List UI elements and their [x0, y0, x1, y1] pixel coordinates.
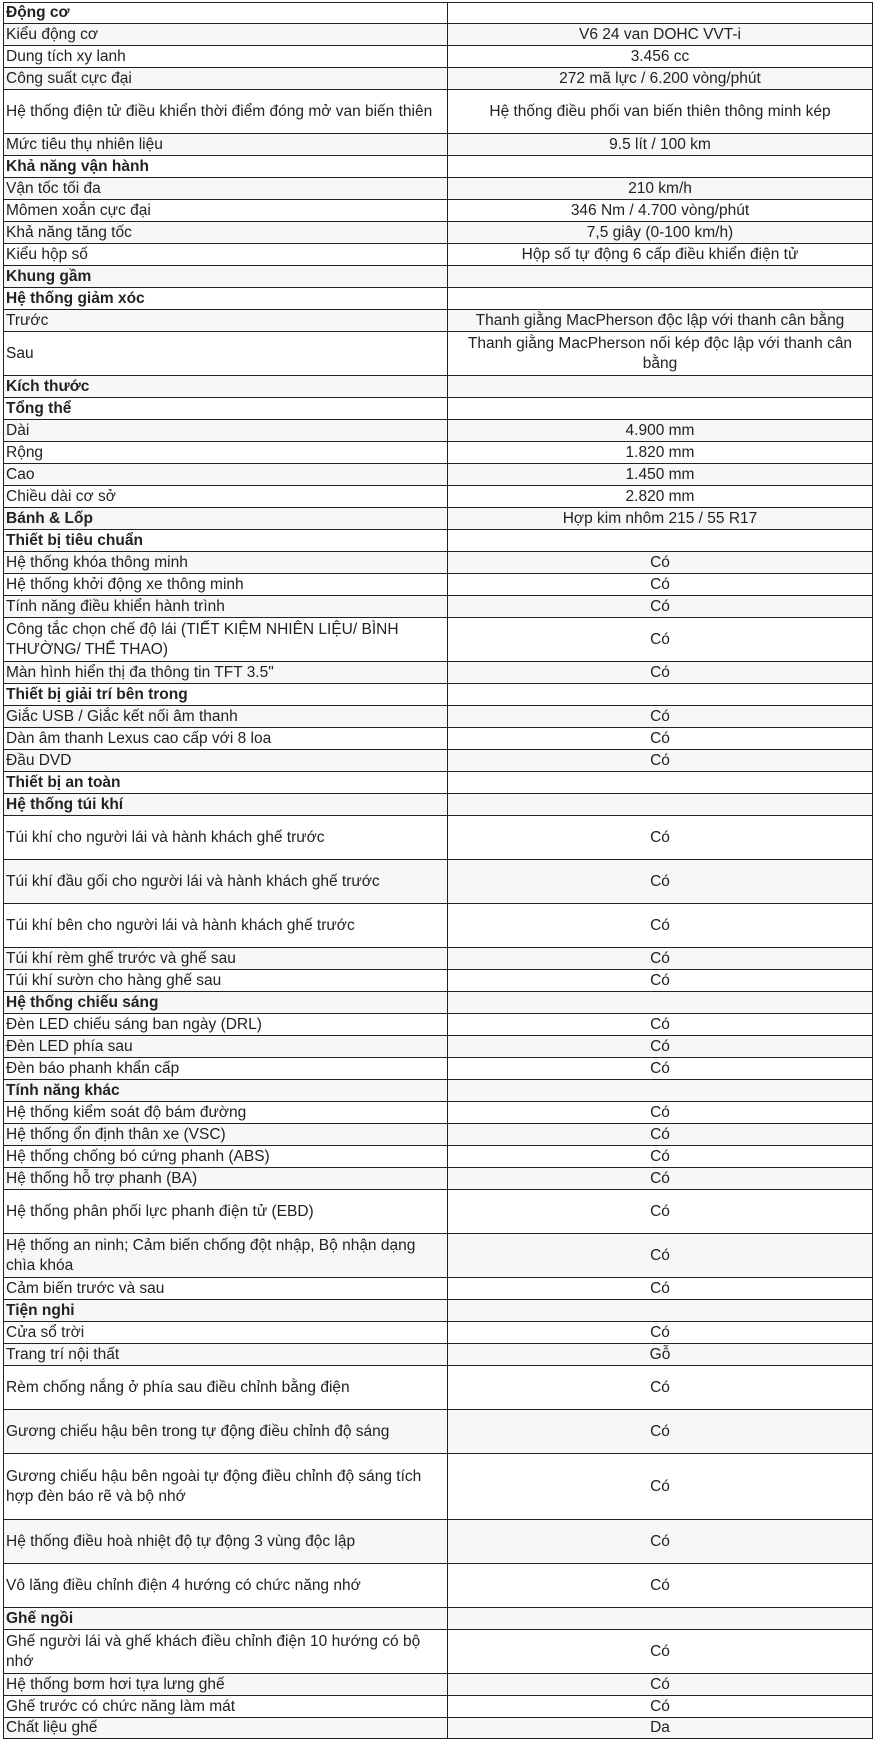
spec-row — [4, 1344, 873, 1366]
spec-label: Mức tiêu thụ nhiên liệu — [4, 134, 448, 156]
spec-row — [4, 1102, 873, 1124]
spec-label: Hệ thống khóa thông minh — [4, 552, 448, 574]
section-row — [4, 156, 873, 178]
spec-label: Hệ thống điều hoà nhiệt độ tự động 3 vùng độc lập — [4, 1520, 448, 1564]
spec-label: Túi khí rèm ghế trước và ghế sau — [4, 948, 448, 970]
spec-label: Túi khí cho người lái và hành khách ghế trước — [4, 816, 448, 860]
spec-label: Dài — [4, 420, 448, 442]
spec-label: Hệ thống hỗ trợ phanh (BA) — [4, 1168, 448, 1190]
spec-label: Hệ thống kiểm soát độ bám đường — [4, 1102, 448, 1124]
subsection-label: Tổng thể — [4, 398, 448, 420]
spec-label: Kiểu hộp số — [4, 244, 448, 266]
spec-row — [4, 1058, 873, 1080]
spec-value: Có — [448, 1630, 873, 1674]
subsection-label: Hệ thống chiếu sáng — [4, 992, 448, 1014]
spec-value: Có — [448, 1410, 873, 1454]
spec-label: Công tắc chọn chế độ lái (TIẾT KIỆM NHIÊN LIỆU/ BÌNH THƯỜNG/ THỂ THAO) — [4, 618, 448, 662]
spec-label: Công suất cực đại — [4, 68, 448, 90]
spec-label: Túi khí sườn cho hàng ghế sau — [4, 970, 448, 992]
spec-value: Hệ thống điều phối van biến thiên thông minh kép — [448, 90, 873, 134]
spec-value: Có — [448, 970, 873, 992]
spec-value: Có — [448, 904, 873, 948]
spec-label: Kiểu động cơ — [4, 24, 448, 46]
spec-row — [4, 200, 873, 222]
spec-row — [4, 46, 873, 68]
spec-value: Có — [448, 662, 873, 684]
spec-value — [448, 1300, 873, 1322]
spec-row — [4, 662, 873, 684]
spec-row — [4, 1146, 873, 1168]
spec-label: Khả năng tăng tốc — [4, 222, 448, 244]
spec-value: Có — [448, 816, 873, 860]
section-label: Thiết bị giải trí bên trong — [4, 684, 448, 706]
spec-value — [448, 266, 873, 288]
spec-row — [4, 244, 873, 266]
spec-value — [448, 772, 873, 794]
spec-value: Có — [448, 1058, 873, 1080]
spec-label: Rèm chống nắng ở phía sau điều chỉnh bằng điện — [4, 1366, 448, 1410]
spec-value — [448, 376, 873, 398]
spec-label: Hệ thống ổn định thân xe (VSC) — [4, 1124, 448, 1146]
spec-row — [4, 442, 873, 464]
subsection-row — [4, 794, 873, 816]
spec-label: Chất liệu ghế — [4, 1718, 448, 1739]
spec-label: Ghế người lái và ghế khách điều chỉnh điện 10 hướng có bộ nhớ — [4, 1630, 448, 1674]
spec-label: Giắc USB / Giắc kết nối âm thanh — [4, 706, 448, 728]
spec-value: 7,5 giây (0-100 km/h) — [448, 222, 873, 244]
spec-label: Đèn LED chiếu sáng ban ngày (DRL) — [4, 1014, 448, 1036]
spec-value: Có — [448, 1520, 873, 1564]
spec-row — [4, 1520, 873, 1564]
spec-row — [4, 1168, 873, 1190]
spec-value: Có — [448, 618, 873, 662]
spec-row — [4, 1190, 873, 1234]
spec-label: Túi khí đầu gối cho người lái và hành khách ghế trước — [4, 860, 448, 904]
spec-value: Có — [448, 706, 873, 728]
spec-value: Có — [448, 1124, 873, 1146]
spec-value: Có — [448, 1168, 873, 1190]
spec-value — [448, 398, 873, 420]
spec-value: 210 km/h — [448, 178, 873, 200]
spec-value: Có — [448, 1234, 873, 1278]
subsection-label: Hệ thống túi khí — [4, 794, 448, 816]
section-row — [4, 772, 873, 794]
spec-row — [4, 1674, 873, 1696]
spec-row — [4, 596, 873, 618]
spec-value: Có — [448, 1454, 873, 1520]
spec-row — [4, 1718, 873, 1739]
spec-label: Đầu DVD — [4, 750, 448, 772]
section-row — [4, 3, 873, 24]
spec-row — [4, 816, 873, 860]
section-row — [4, 508, 873, 530]
subsection-row — [4, 992, 873, 1014]
spec-row — [4, 1278, 873, 1300]
spec-label: Màn hình hiển thị đa thông tin TFT 3.5" — [4, 662, 448, 684]
subsection-label: Hệ thống giảm xóc — [4, 288, 448, 310]
spec-row — [4, 1454, 873, 1520]
spec-value: 4.900 mm — [448, 420, 873, 442]
subsection-label: Ghế ngồi — [4, 1608, 448, 1630]
spec-value: 1.450 mm — [448, 464, 873, 486]
spec-row — [4, 948, 873, 970]
spec-row — [4, 420, 873, 442]
spec-value: 9.5 lít / 100 km — [448, 134, 873, 156]
section-row — [4, 530, 873, 552]
spec-row — [4, 1630, 873, 1674]
spec-value — [448, 992, 873, 1014]
section-label: Khung gầm — [4, 266, 448, 288]
spec-label: Trang trí nội thất — [4, 1344, 448, 1366]
spec-row — [4, 310, 873, 332]
spec-row — [4, 90, 873, 134]
spec-value — [448, 156, 873, 178]
spec-row — [4, 222, 873, 244]
spec-row — [4, 486, 873, 508]
spec-value: V6 24 van DOHC VVT-i — [448, 24, 873, 46]
spec-value: Có — [448, 750, 873, 772]
spec-row — [4, 706, 873, 728]
section-label: Thiết bị tiêu chuẩn — [4, 530, 448, 552]
spec-value — [448, 1080, 873, 1102]
spec-value: Có — [448, 1102, 873, 1124]
spec-value — [448, 530, 873, 552]
spec-label: Hệ thống an ninh; Cảm biến chống đột nhập, Bộ nhận dạng chìa khóa — [4, 1234, 448, 1278]
spec-value: Có — [448, 1036, 873, 1058]
subsection-row — [4, 1080, 873, 1102]
spec-value: Có — [448, 728, 873, 750]
spec-row — [4, 68, 873, 90]
spec-value — [448, 794, 873, 816]
subsection-row — [4, 398, 873, 420]
spec-label: Trước — [4, 310, 448, 332]
spec-label: Mômen xoắn cực đại — [4, 200, 448, 222]
spec-label: Hệ thống điện tử điều khiển thời điểm đóng mở van biến thiên — [4, 90, 448, 134]
spec-value: Có — [448, 1696, 873, 1718]
spec-value: Hợp kim nhôm 215 / 55 R17 — [448, 508, 873, 530]
spec-row — [4, 134, 873, 156]
spec-row — [4, 970, 873, 992]
spec-label: Gương chiếu hậu bên ngoài tự động điều chỉnh độ sáng tích hợp đèn báo rẽ và bộ nhớ — [4, 1454, 448, 1520]
spec-value — [448, 1608, 873, 1630]
spec-row — [4, 618, 873, 662]
section-row — [4, 684, 873, 706]
spec-row — [4, 1410, 873, 1454]
spec-label: Hệ thống bơm hơi tựa lưng ghế — [4, 1674, 448, 1696]
spec-value — [448, 288, 873, 310]
spec-value: Có — [448, 1014, 873, 1036]
spec-row — [4, 750, 873, 772]
subsection-label: Tính năng khác — [4, 1080, 448, 1102]
spec-row — [4, 574, 873, 596]
spec-label: Rộng — [4, 442, 448, 464]
spec-value: Gỗ — [448, 1344, 873, 1366]
spec-value: Hộp số tự động 6 cấp điều khiển điện tử — [448, 244, 873, 266]
spec-value: Thanh giằng MacPherson nối kép độc lập với thanh cân bằng — [448, 332, 873, 376]
section-row — [4, 1300, 873, 1322]
section-label: Tiện nghi — [4, 1300, 448, 1322]
spec-value: Có — [448, 860, 873, 904]
spec-label: Vận tốc tối đa — [4, 178, 448, 200]
spec-row — [4, 1322, 873, 1344]
spec-table — [3, 2, 873, 1739]
spec-row — [4, 860, 873, 904]
subsection-row — [4, 288, 873, 310]
spec-row — [4, 178, 873, 200]
spec-label: Cao — [4, 464, 448, 486]
spec-value: Có — [448, 574, 873, 596]
section-label: Bánh & Lốp — [4, 508, 448, 530]
spec-value: Da — [448, 1718, 873, 1739]
spec-value: 346 Nm / 4.700 vòng/phút — [448, 200, 873, 222]
spec-label: Dung tích xy lanh — [4, 46, 448, 68]
spec-label: Gương chiếu hậu bên trong tự động điều chỉnh độ sáng — [4, 1410, 448, 1454]
spec-label: Cửa sổ trời — [4, 1322, 448, 1344]
section-label: Khả năng vận hành — [4, 156, 448, 178]
spec-value: Có — [448, 1146, 873, 1168]
spec-value: Có — [448, 552, 873, 574]
spec-label: Đèn LED phía sau — [4, 1036, 448, 1058]
spec-label: Dàn âm thanh Lexus cao cấp với 8 loa — [4, 728, 448, 750]
spec-value: Có — [448, 1366, 873, 1410]
spec-label: Vô lăng điều chỉnh điện 4 hướng có chức năng nhớ — [4, 1564, 448, 1608]
spec-value: Có — [448, 1190, 873, 1234]
spec-row — [4, 904, 873, 948]
spec-value: 1.820 mm — [448, 442, 873, 464]
spec-label: Cảm biến trước và sau — [4, 1278, 448, 1300]
spec-row — [4, 1234, 873, 1278]
spec-table-body — [4, 3, 873, 1739]
spec-row — [4, 728, 873, 750]
spec-value: Có — [448, 1278, 873, 1300]
spec-row — [4, 464, 873, 486]
spec-row — [4, 1366, 873, 1410]
spec-value: 3.456 cc — [448, 46, 873, 68]
spec-label: Chiều dài cơ sở — [4, 486, 448, 508]
spec-value — [448, 684, 873, 706]
spec-row — [4, 1036, 873, 1058]
spec-value: 272 mã lực / 6.200 vòng/phút — [448, 68, 873, 90]
spec-label: Hệ thống khởi động xe thông minh — [4, 574, 448, 596]
spec-label: Hệ thống phân phối lực phanh điện tử (EBD) — [4, 1190, 448, 1234]
spec-label: Sau — [4, 332, 448, 376]
spec-row — [4, 332, 873, 376]
spec-row — [4, 1124, 873, 1146]
spec-value: Có — [448, 1322, 873, 1344]
section-label: Thiết bị an toàn — [4, 772, 448, 794]
spec-label: Đèn báo phanh khẩn cấp — [4, 1058, 448, 1080]
section-row — [4, 376, 873, 398]
section-label: Động cơ — [4, 3, 448, 24]
spec-label: Túi khí bên cho người lái và hành khách ghế trước — [4, 904, 448, 948]
spec-value: Có — [448, 1564, 873, 1608]
spec-row — [4, 1014, 873, 1036]
spec-value — [448, 3, 873, 24]
section-row — [4, 266, 873, 288]
spec-label: Tính năng điều khiển hành trình — [4, 596, 448, 618]
spec-row — [4, 1564, 873, 1608]
spec-label: Hệ thống chống bó cứng phanh (ABS) — [4, 1146, 448, 1168]
spec-row — [4, 552, 873, 574]
spec-label: Ghế trước có chức năng làm mát — [4, 1696, 448, 1718]
spec-value: Có — [448, 1674, 873, 1696]
spec-value: Có — [448, 948, 873, 970]
spec-row — [4, 1696, 873, 1718]
spec-value: 2.820 mm — [448, 486, 873, 508]
spec-value: Thanh giằng MacPherson độc lập với thanh cân bằng — [448, 310, 873, 332]
subsection-row — [4, 1608, 873, 1630]
spec-row — [4, 24, 873, 46]
spec-value: Có — [448, 596, 873, 618]
section-label: Kích thước — [4, 376, 448, 398]
